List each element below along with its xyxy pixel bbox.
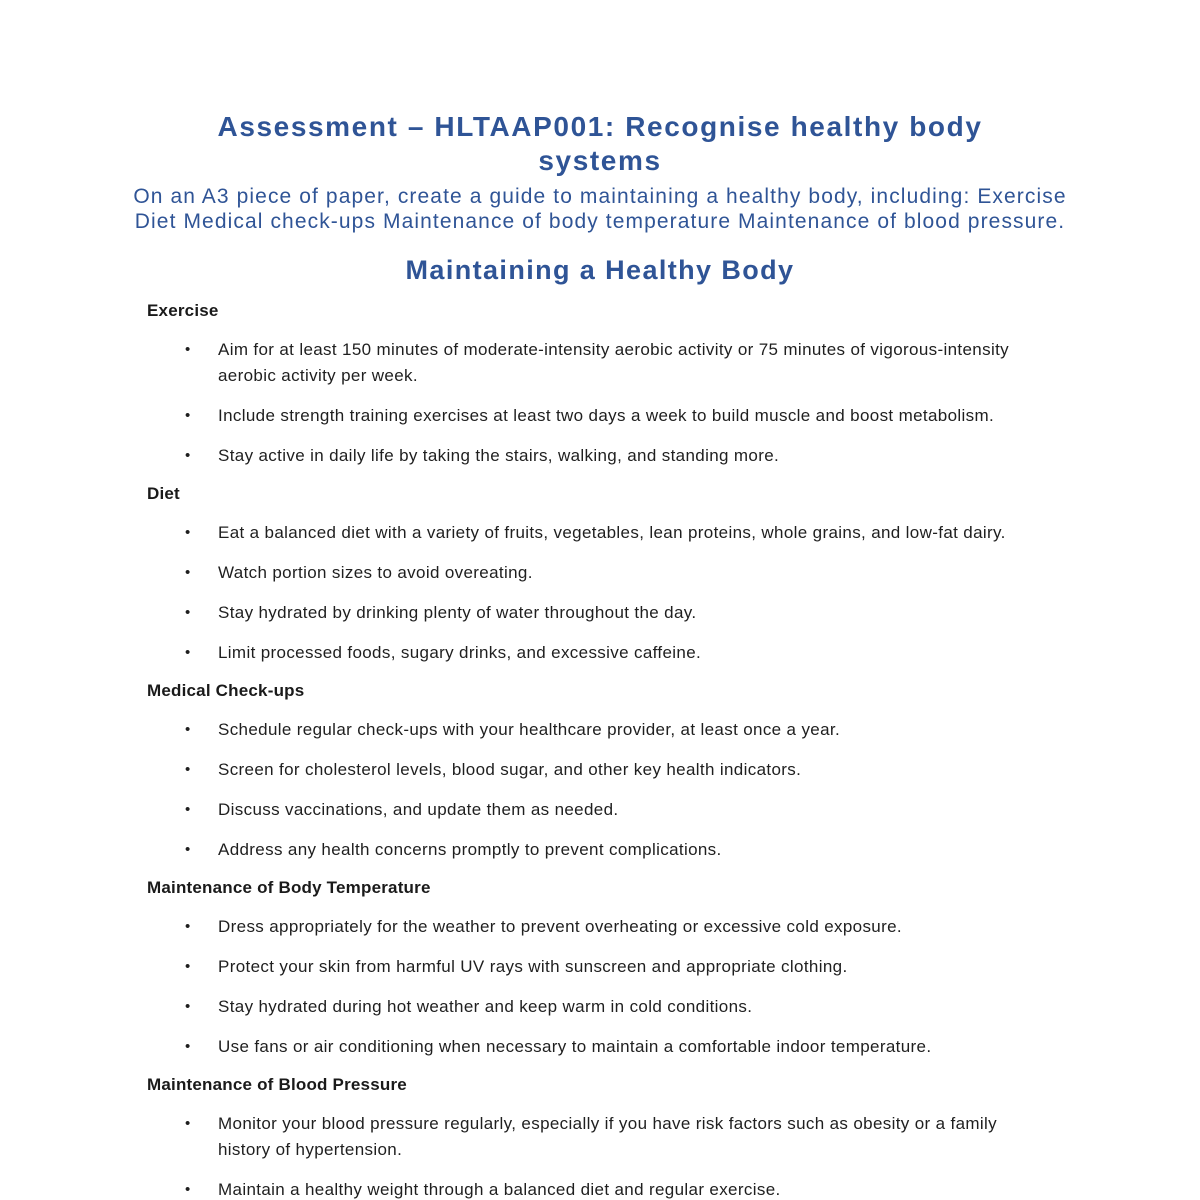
bullet-icon <box>185 717 218 743</box>
list-item <box>185 994 1053 1020</box>
bullet-icon <box>185 1111 218 1137</box>
list-item <box>185 717 1053 743</box>
list-item-text: Eat a balanced diet with a variety of fruits, vegetables, lean proteins, whole grains, and low-fat dairy. <box>218 523 1006 542</box>
bullet-icon <box>185 1034 218 1060</box>
bullet-icon <box>185 600 218 626</box>
list-item-text: Monitor your blood pressure regularly, especially if you have risk factors such as obesity or a family history of hypertension. <box>218 1114 997 1159</box>
bullet-icon <box>185 560 218 586</box>
section-heading-blood-pressure: Maintenance of Blood Pressure <box>147 1075 407 1094</box>
document-subtitle: On an A3 piece of paper, create a guide to maintaining a healthy body, including: Exercise Diet Medical check-ups Maintenance of body temperature Maintenance of blood pressure. <box>133 185 1067 233</box>
list-item <box>185 520 1053 546</box>
list-item-text: Maintain a healthy weight through a balanced diet and regular exercise. <box>218 1180 781 1199</box>
document-title: Assessment – HLTAAP001: Recognise healthy body systems <box>217 111 983 176</box>
bullet-icon <box>185 1177 218 1200</box>
list-item <box>185 837 1053 863</box>
body-temperature-bullet-list <box>147 914 1053 1060</box>
medical-check-ups-bullet-list <box>147 717 1053 863</box>
list-item-text: Protect your skin from harmful UV rays with sunscreen and appropriate clothing. <box>218 957 848 976</box>
bullet-icon <box>185 403 218 429</box>
list-item <box>185 403 1053 429</box>
bullet-icon <box>185 757 218 783</box>
list-item-text: Address any health concerns promptly to prevent complications. <box>218 840 722 859</box>
list-item <box>185 1111 1053 1163</box>
bullet-icon <box>185 520 218 546</box>
bullet-icon <box>185 640 218 666</box>
section-heading-exercise: Exercise <box>147 301 219 320</box>
list-item-text: Stay hydrated during hot weather and keep warm in cold conditions. <box>218 997 753 1016</box>
diet-bullet-list <box>147 520 1053 666</box>
bullet-icon <box>185 337 218 363</box>
section-heading-body-temperature: Maintenance of Body Temperature <box>147 878 431 897</box>
bullet-icon <box>185 443 218 469</box>
list-item <box>185 560 1053 586</box>
section-heading-diet: Diet <box>147 484 180 503</box>
list-item <box>185 797 1053 823</box>
list-item <box>185 757 1053 783</box>
list-item-text: Screen for cholesterol levels, blood sugar, and other key health indicators. <box>218 760 802 779</box>
list-item <box>185 337 1053 389</box>
list-item <box>185 640 1053 666</box>
list-item-text: Dress appropriately for the weather to prevent overheating or excessive cold exposure. <box>218 917 903 936</box>
blood-pressure-bullet-list <box>147 1111 1053 1200</box>
section-heading-medical-check-ups: Medical Check-ups <box>147 681 305 700</box>
list-item-text: Aim for at least 150 minutes of moderate-intensity aerobic activity or 75 minutes of vigorous-intensity aerobic activity per week. <box>218 340 1010 385</box>
list-item-text: Watch portion sizes to avoid overeating. <box>218 563 533 582</box>
bullet-icon <box>185 994 218 1020</box>
list-item <box>185 600 1053 626</box>
list-item-text: Use fans or air conditioning when necessary to maintain a comfortable indoor temperature. <box>218 1037 932 1056</box>
bullet-icon <box>185 914 218 940</box>
list-item <box>185 1034 1053 1060</box>
bullet-icon <box>185 837 218 863</box>
list-item-text: Limit processed foods, sugary drinks, and excessive caffeine. <box>218 643 702 662</box>
list-item-text: Include strength training exercises at least two days a week to build muscle and boost metabolism. <box>218 406 995 425</box>
list-item <box>185 914 1053 940</box>
list-item-text: Discuss vaccinations, and update them as needed. <box>218 800 619 819</box>
guide-heading: Maintaining a Healthy Body <box>405 255 795 285</box>
list-item-text: Schedule regular check-ups with your healthcare provider, at least once a year. <box>218 720 841 739</box>
list-item-text: Stay hydrated by drinking plenty of water throughout the day. <box>218 603 697 622</box>
list-item <box>185 954 1053 980</box>
list-item <box>185 443 1053 469</box>
exercise-bullet-list <box>147 337 1053 469</box>
list-item-text: Stay active in daily life by taking the stairs, walking, and standing more. <box>218 446 780 465</box>
bullet-icon <box>185 954 218 980</box>
bullet-icon <box>185 797 218 823</box>
document-body <box>147 300 1053 1200</box>
list-item <box>185 1177 1053 1200</box>
